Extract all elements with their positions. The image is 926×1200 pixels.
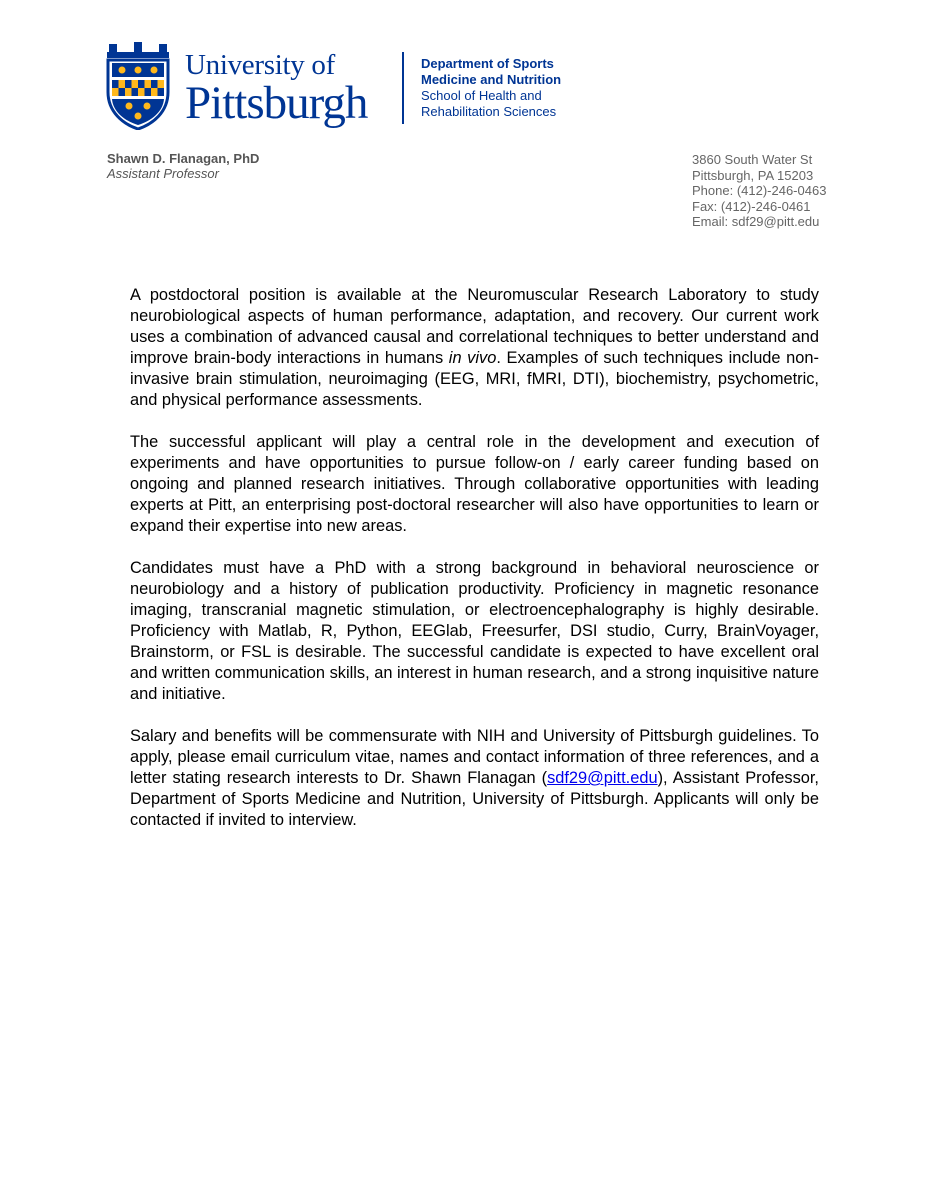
contact-street: 3860 South Water St [692, 152, 813, 167]
p4-text-a: Salary and benefits will be commensurate with NIH and University of Pittsburgh guidelines. To apply, please email curriculum vitae, names and contact information of three references, and a letter stating research interests to Dr. Shawn Flanagan ( [130, 727, 819, 787]
department-block [421, 56, 561, 120]
wordmark-line2: Pittsburgh [185, 77, 368, 129]
contact-fax: Fax: (412)-246-0461 [692, 198, 811, 214]
school-line1: School of Health and [421, 88, 542, 103]
sender-title: Assistant Professor [107, 166, 219, 181]
p4-text-b: ), Assistant Professor, Department of Sports Medicine and Nutrition, University of Pittsburgh. Applicants will only be contacted if invited to interview. [130, 769, 819, 829]
letterhead [105, 42, 585, 134]
university-crest-logo [105, 42, 171, 130]
department-line1: Department of Sports [421, 56, 554, 71]
email-link[interactable]: sdf29@pitt.edu [547, 769, 658, 787]
contact-block [692, 152, 826, 230]
department-line2: Medicine and Nutrition [421, 72, 562, 87]
paragraph-role: The successful applicant will play a central role in the development and execution of experiments and have opportunities to pursue follow-on / early career funding based on ongoing and planned research initiatives. Through collaborative opportunities with leading experts at Pitt, an enterprising post-doctoral researcher will also have opportunities to learn or expand their expertise into new areas. [130, 433, 819, 535]
paragraph-position [130, 285, 819, 411]
contact-email: Email: sdf29@pitt.edu [692, 214, 820, 230]
sender-name: Shawn D. Flanagan, PhD [107, 151, 260, 166]
sender-block [107, 151, 259, 181]
wordmark-line1: University of [185, 49, 335, 81]
paragraph-application [130, 726, 819, 831]
letter-body [130, 285, 819, 852]
university-wordmark [185, 49, 368, 129]
letterhead-divider [402, 52, 404, 124]
contact-city: Pittsburgh, PA 15203 [692, 167, 814, 183]
paragraph-requirements: Candidates must have a PhD with a strong background in behavioral neuroscience or neurobiology and a history of publication productivity. Proficiency in magnetic resonance imaging, transcranial magnetic stimulation, or electroencephalography is highly desirable. Proficiency with Matlab, R, Python, EEGlab, Freesurfer, DSI studio, Curry, BrainVoyager, Brainstorm, or FSL is desirable. The successful candidate is expected to have excellent oral and written communication skills, an interest in human research, and a strong inquisitive nature and initiative. [130, 559, 819, 703]
p1-italic: in vivo [448, 349, 497, 367]
school-line2: Rehabilitation Sciences [421, 104, 557, 119]
p1-text-b: . Examples of such techniques include non-invasive brain stimulation, neuroimaging (EEG, MRI, fMRI, DTI), biochemistry, psychometric, and physical performance assessments. [130, 349, 819, 409]
p1-text-a: A postdoctoral position is available at the Neuromuscular Research Laboratory to study neurobiological aspects of human performance, adaptation, and recovery. Our current work uses a combination of advanced causal and correlational techniques to better understand and improve brain-body interactions in humans [130, 286, 819, 367]
contact-phone: Phone: (412)-246-0463 [692, 183, 827, 199]
